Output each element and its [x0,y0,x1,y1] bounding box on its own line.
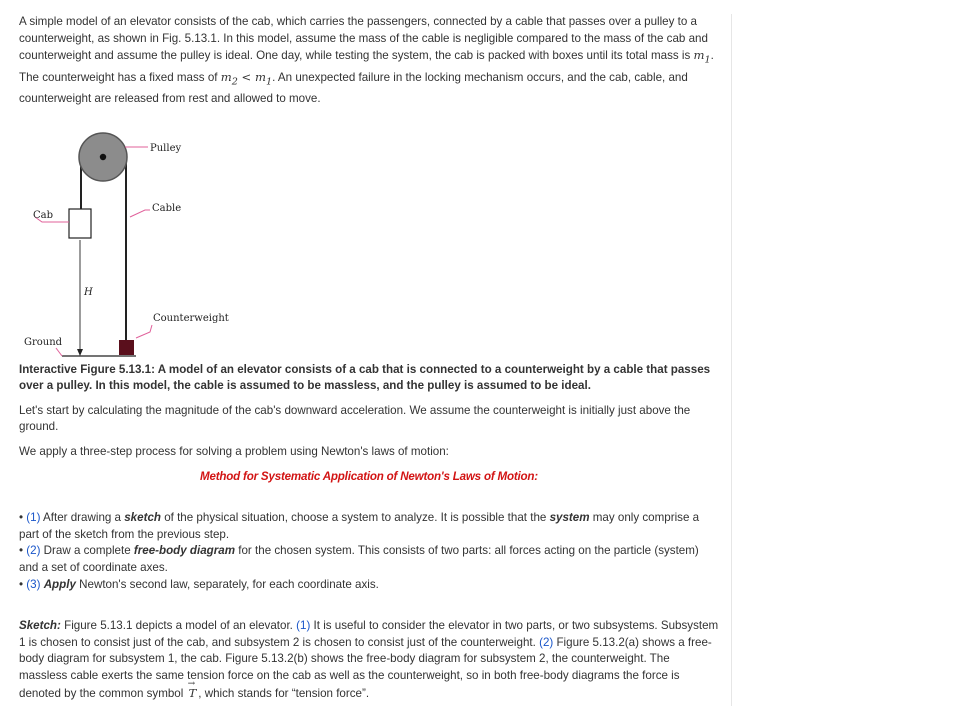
step-number-2[interactable]: (2) [26,544,41,558]
step-number-3[interactable]: (3) [26,577,41,591]
ground-leader [56,348,62,356]
paragraph-three-step: We apply a three-step process for solving a problem using Newton's laws of motion: [19,444,449,458]
figure-caption: Interactive Figure 5.13.1: A model of an elevator consists of a cab that is connected to a counterweight by a cable that passes over a pulley. In this model, the cable is assumed to be massless, and the pulley is assumed to be ideal. [19,362,711,393]
right-divider [731,14,732,706]
step-item-2: • (2) Draw a complete free-body diagram for the chosen system. This consists of two parts: all forces acting on the particle (system) and a set of coordinate axes. [19,544,699,574]
intro-paragraph [19,14,719,108]
step-number-1[interactable]: (1) [26,511,41,525]
m2-lt-m1-expr: $m_2 < m_1$ [220,70,273,88]
cab-box [69,209,91,238]
lesson-content [19,14,719,702]
sketch-paragraph: Sketch: Figure 5.13.1 depicts a model of an elevator. (1) It is useful to consider the elevator in two parts, or two subsystems. Subsystem 1 is chosen to consist just of the cab, and subsystem 2 is chosen to consist just of the counterweight. (2) Figure 5.13.2(a) shows a free-body diagram for subsystem 1, the cab. Figure 5.13.2(b) shows the free-body diagram for subsystem 2, the counterweight. The massless cable exerts the same tension force on the cab as well as the counterweight, so in both free-body diagrams the force is denoted by the common symbol → T , which stands for “tension force”. [19,618,719,702]
tension-symbol: → T [187,685,199,702]
method-title: Method for Systematic Application of Newton's Laws of Motion: [200,469,538,483]
intro-text-1: A simple model of an elevator consists of the cab, which carries the passengers, connected by a cable that passes over a pulley to a counterweight, as shown in Fig. 5.13.1. In this model, assume the mass of the cable is negligible compared to the mass of the cab and counterweight and assume the pulley is ideal. One day, while testing the system, the cab is packed with boxes until its total mass is [19,15,708,63]
m1-symbol: $m_1$ [693,48,711,66]
sketch-label: Sketch: [19,619,61,633]
elevator-figure[interactable] [19,120,719,362]
sketch-ref-1[interactable]: (1) [296,619,311,633]
ground-label: Ground [24,336,63,348]
counterweight-leader [136,325,152,338]
elevator-diagram [0,120,260,362]
step-item-1: • (1) After drawing a sketch of the physical situation, choose a system to analyze. It is possible that the system may only comprise a part of the sketch from the previous step. [19,511,700,541]
paragraph-acceleration: Let's start by calculating the magnitude of the cab's downward acceleration. We assume the counterweight is initially just above the ground. [19,403,691,434]
height-label: H [84,286,93,298]
intro-text-2: . The counterweight has a fixed mass of [19,49,714,85]
step-item-3: • (3) Apply Newton's second law, separately, for each coordinate axis. [19,577,379,591]
cab-label: Cab [33,209,54,221]
cable-leader [130,210,150,217]
pulley-label: Pulley [150,142,182,154]
step-list [19,510,719,593]
pulley-axle-icon [100,153,106,159]
height-arrowhead-icon [77,349,83,356]
sketch-ref-2[interactable]: (2) [539,635,554,649]
intro-text-3: . An unexpected failure in the locking mechanism occurs, and the cab, cable, and counterweight are released from rest and allowed to move. [19,71,688,105]
counterweight-box [119,340,134,355]
cable-label: Cable [152,202,182,214]
counterweight-label: Counterweight [153,312,229,324]
